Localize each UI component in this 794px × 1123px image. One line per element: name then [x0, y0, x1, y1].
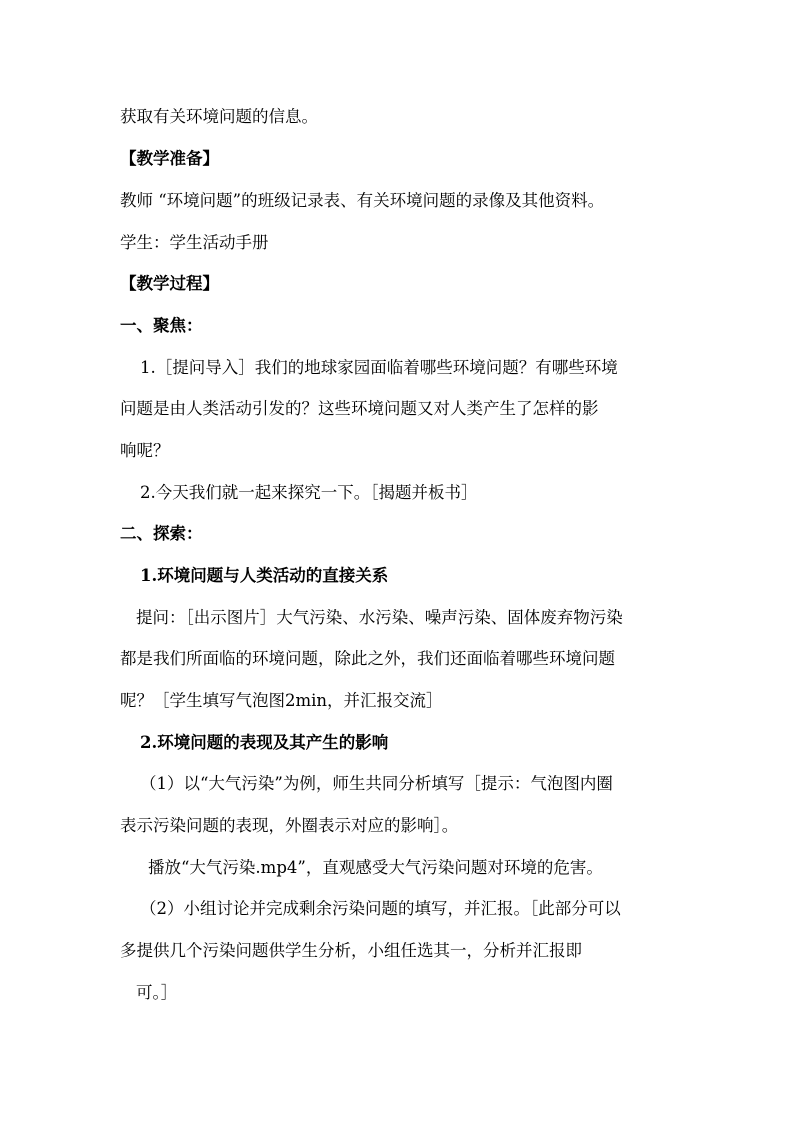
- body-line: 表示污染问题的表现，外圈表示对应的影响］。: [120, 816, 459, 835]
- body-line: 提问：［出示图片］大气污染、水污染、噪声污染、固体废弃物污染: [136, 608, 623, 627]
- body-line: （1）以“大气污染”为例，师生共同分析填写［提示：气泡图内圈: [140, 774, 613, 793]
- body-line: 多提供几个污染问题供学生分析，小组任选其一，分析并汇报即: [120, 941, 582, 960]
- body-line: 可。］: [136, 983, 178, 1002]
- body-line: 都是我们所面临的环境问题，除此之外，我们还面临着哪些环境问题: [120, 649, 615, 668]
- body-line: 学生：学生活动手册: [120, 233, 269, 252]
- subheading-impact: 2.环境问题的表现及其产生的影响: [140, 733, 389, 752]
- step-heading-focus: 一、聚焦：: [120, 316, 203, 335]
- body-line: 呢？［学生填写气泡图2min，并汇报交流］: [120, 691, 443, 710]
- body-line: 获取有关环境问题的信息。: [120, 107, 318, 126]
- step-heading-explore: 二、探索：: [120, 524, 203, 543]
- body-line: 播放“大气污染.mp4”，直观感受大气污染问题对环境的危害。: [148, 858, 603, 877]
- section-heading-preparation: 【教学准备】: [120, 149, 219, 168]
- body-line: （2）小组讨论并完成剩余污染问题的填写，并汇报。［此部分可以: [140, 899, 621, 918]
- body-line: 教师 “环境问题”的班级记录表、有关环境问题的录像及其他资料。: [120, 191, 605, 210]
- body-line: 问题是由人类活动引发的？这些环境问题又对人类产生了怎样的影: [120, 399, 599, 418]
- body-line: 1.［提问导入］我们的地球家园面临着哪些环境问题？有哪些环境: [140, 358, 618, 377]
- subheading-direct-relation: 1.环境问题与人类活动的直接关系: [140, 566, 389, 585]
- section-heading-process: 【教学过程】: [120, 274, 219, 293]
- body-line: 2.今天我们就一起来探究一下。［揭题并板书］: [140, 483, 478, 502]
- body-line: 响呢？: [120, 441, 170, 460]
